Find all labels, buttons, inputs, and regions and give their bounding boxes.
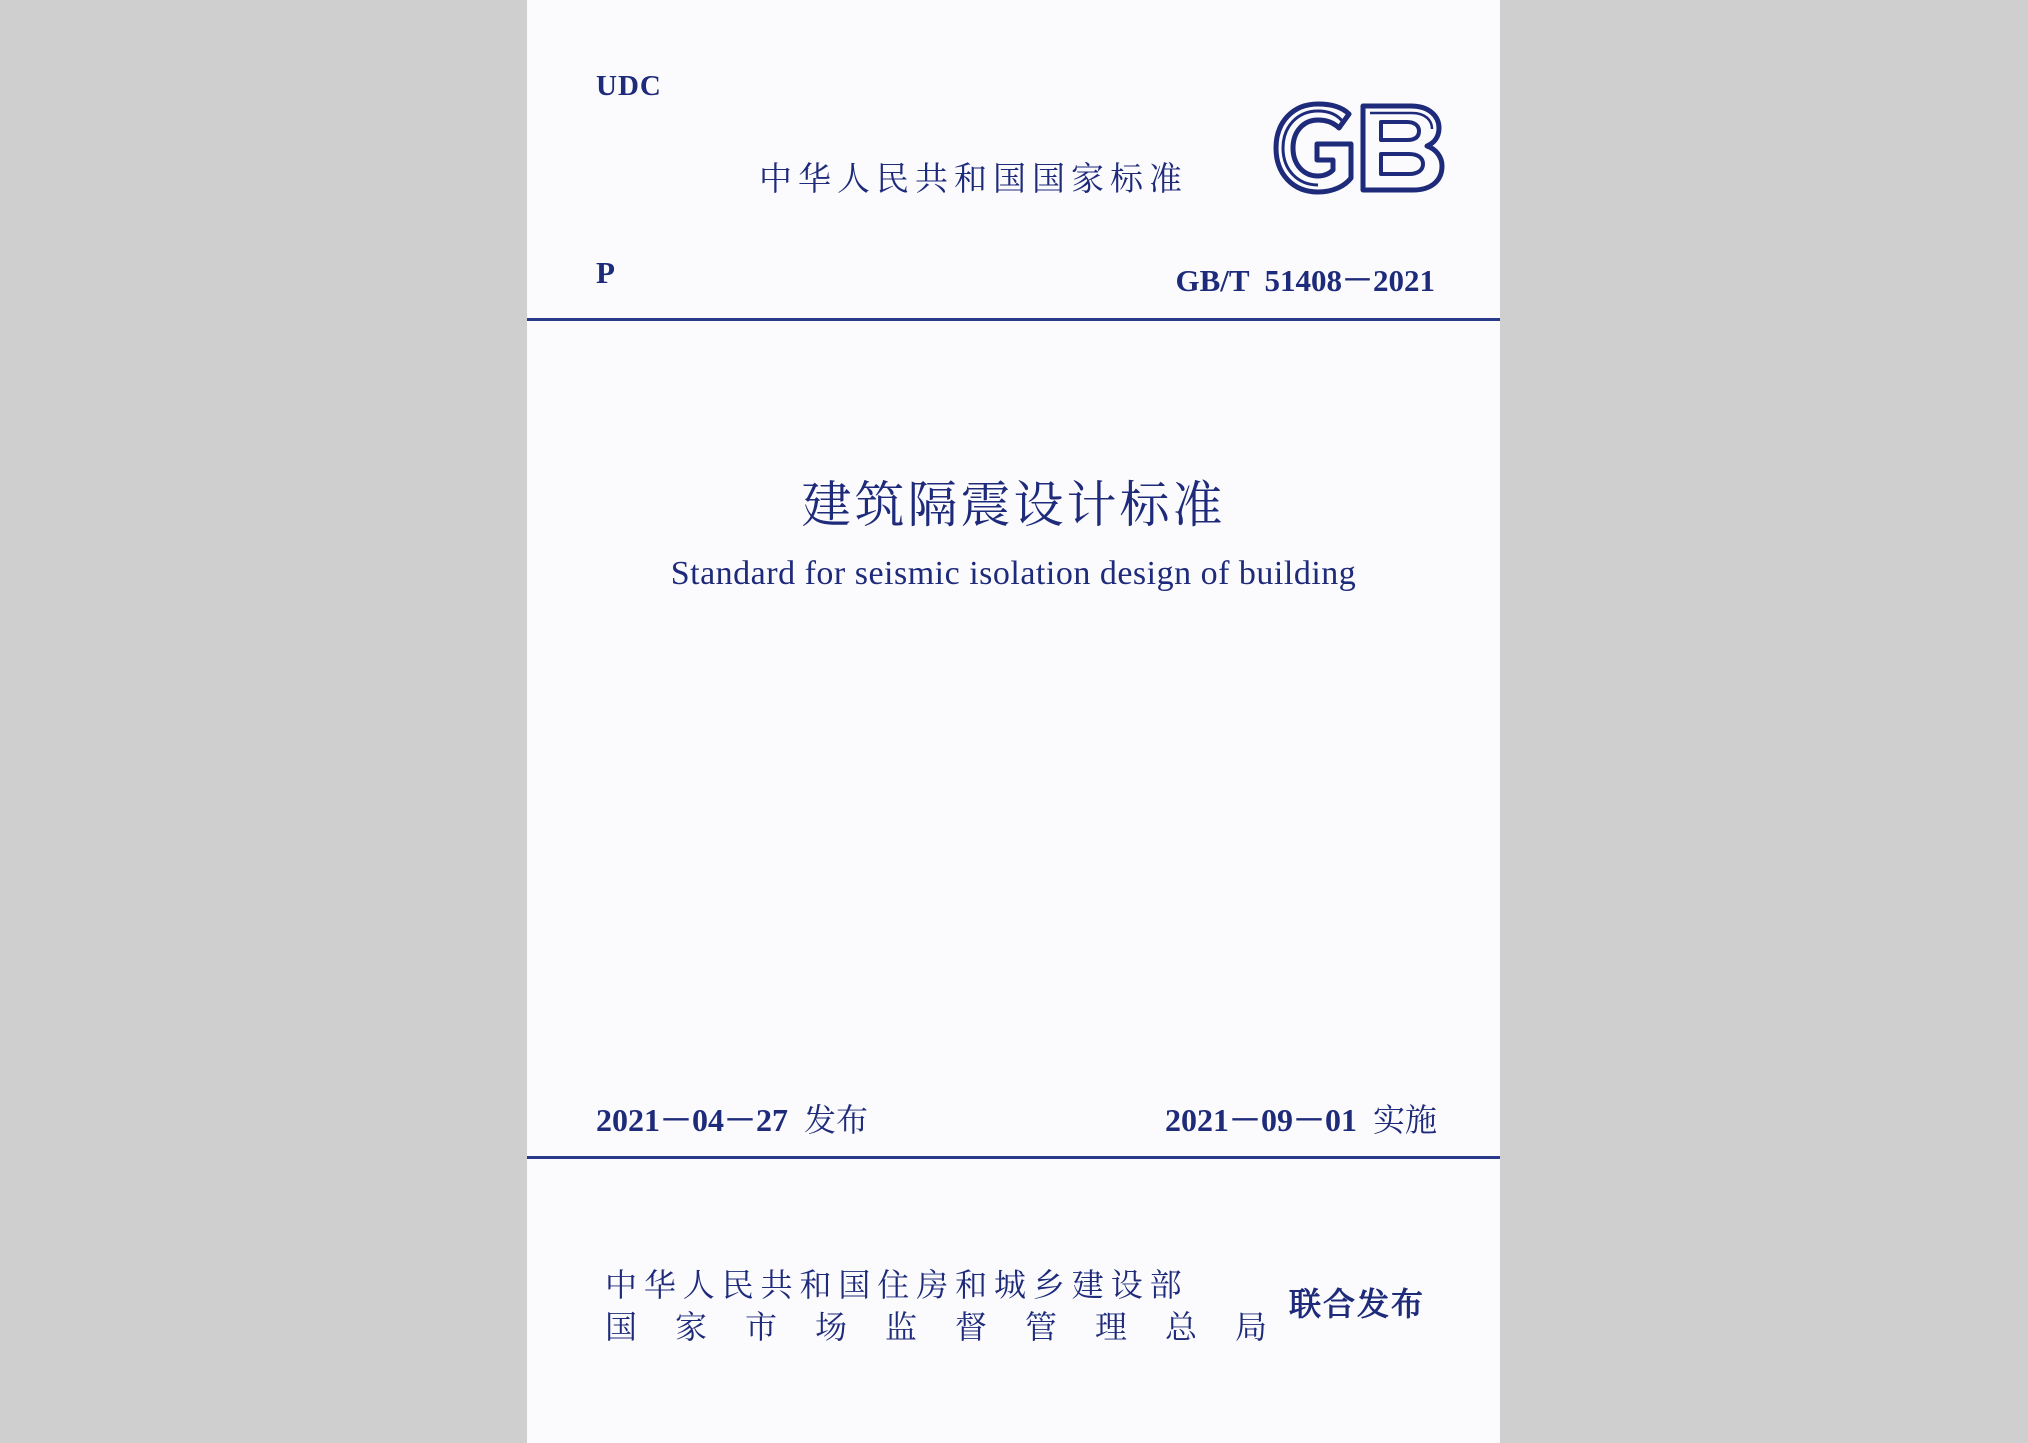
issuer-line-2: 国家市场监督管理总局 xyxy=(605,1308,1306,1346)
udc-label: UDC xyxy=(596,70,662,102)
implement-label: 实施 xyxy=(1372,1101,1437,1139)
issue-date: 2021－04－27 xyxy=(596,1102,789,1138)
implement-date-block xyxy=(1165,1095,1437,1141)
jointly-issued-label: 联合发布 xyxy=(1289,1285,1426,1323)
bottom-rule xyxy=(527,1156,1500,1159)
issue-date-block xyxy=(596,1095,868,1141)
gb-logo-icon xyxy=(1271,100,1446,196)
standard-cover-page xyxy=(527,0,1500,1443)
top-rule xyxy=(527,318,1500,321)
issuer-line-1: 中华人民共和国住房和城乡建设部 xyxy=(605,1266,1189,1304)
country-standard-heading: 中华人民共和国国家标准 xyxy=(759,159,1188,198)
title-chinese: 建筑隔震设计标准 xyxy=(801,476,1226,534)
classification-code: P xyxy=(596,255,615,290)
issue-label: 发布 xyxy=(804,1101,869,1139)
title-english: Standard for seismic isolation design of building xyxy=(670,555,1357,592)
standard-number: GB/T 51408－2021 xyxy=(1175,263,1435,298)
implement-date: 2021－09－01 xyxy=(1164,1102,1357,1138)
